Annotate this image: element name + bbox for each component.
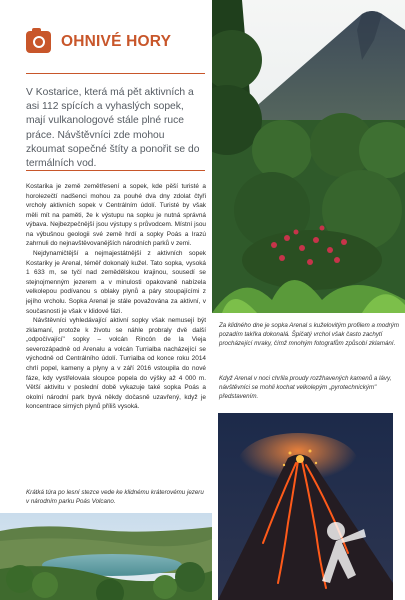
arenal-day-caption: Za klidného dne je sopka Arenal s kuželovitým profilem a modrým pozadím takřka dokonalá. Špičatý vrchol však často zachytí procházející mraky, čímž mnohým fotografům způsobí zklamání. xyxy=(219,322,399,347)
divider-bottom xyxy=(26,170,205,171)
body-paragraph: Kostarika je země zemětřesení a sopek, kde pěší turisté a horolezečtí nadšenci mohou za pouhé dva dny zdolat čtyři vrcholy aktivních sopek v Centrálním údolí. Turisté by však měli mít na paměti, že k výstupu na sopku je nutná správná výbava. Nejbezpečnější jsou výstupy s průvodcem. Místní jsou na výbušnou geologii své země hrdí a sopky Poás a Irazú zahrnuli do nejnavštěvovanějších národních parků v zemi. xyxy=(26,183,206,248)
volcano-forest-photo xyxy=(212,0,405,313)
crater-lake-photo xyxy=(0,513,212,600)
divider-top xyxy=(26,73,205,74)
arenal-night-caption: Když Arenal v noci chrlila proudy rozžhavených kamenů a lávy, návštěvníci se mohli kochat velkolepým „pyrotechnickým" představením. xyxy=(219,375,392,400)
body-paragraph: Návštěvníci vyhledávající aktivní sopky však nemusejí být zklamaní, protože k životu se náhle probraly dvě další „odpočívající" sopky – volcán Rincón de la Vieja severozápadně od Arenalu a volcán Turrialba nacházející se východně od Centrálního údolí. Turrialba od konce roku 2014 chrlí popel, kameny a plyny a v září 2016 vstoupila do nové fáze, kdy vystřelovala sloupce popela do výšky až 4 000 m. Větší aktivitu v poslední době vykazuje také sopka Poás a okolní národní park byvá někdy dočasně uzavřený, když je koncentrace sirných plynů příliš vysoká. xyxy=(26,317,206,411)
section-header xyxy=(26,31,171,53)
lake-caption: Krátká túra po lesní stezce vede ke klidnému kráterovému jezeru v národním parku Poás Volcano. xyxy=(26,489,204,505)
section-title: OHNIVÉ HORY xyxy=(61,33,172,50)
body-paragraph: Nejdynamičtější a nejmajestátnější z aktivních sopek Kostariky je Arenal, téměř dokonalý kužel. Tato sopka, vysoká 1 633 m, se tyčí nad zemědělskou krajinou, sousedí se stejnojmenným jezerem a v minulosti opakovaně nabízela velkolepou podívanou s oblaky plynů a páry stoupajícími z jejího vrcholu. Sopka Arenal je stále považována za aktivní, v současnosti je však v klidové fázi. xyxy=(26,250,206,315)
night-eruption-photo xyxy=(218,413,393,600)
camera-icon xyxy=(26,31,51,53)
article-body xyxy=(26,182,206,412)
lead-paragraph: V Kostarice, která má pět aktivních a asi 112 spících a vyhaslých sopek, mají vulkanologové stále plné ruce práce. Návštěvníci zde mohou zkoumat sopečné štíty a ponořit se do termálních vod. xyxy=(26,87,200,170)
